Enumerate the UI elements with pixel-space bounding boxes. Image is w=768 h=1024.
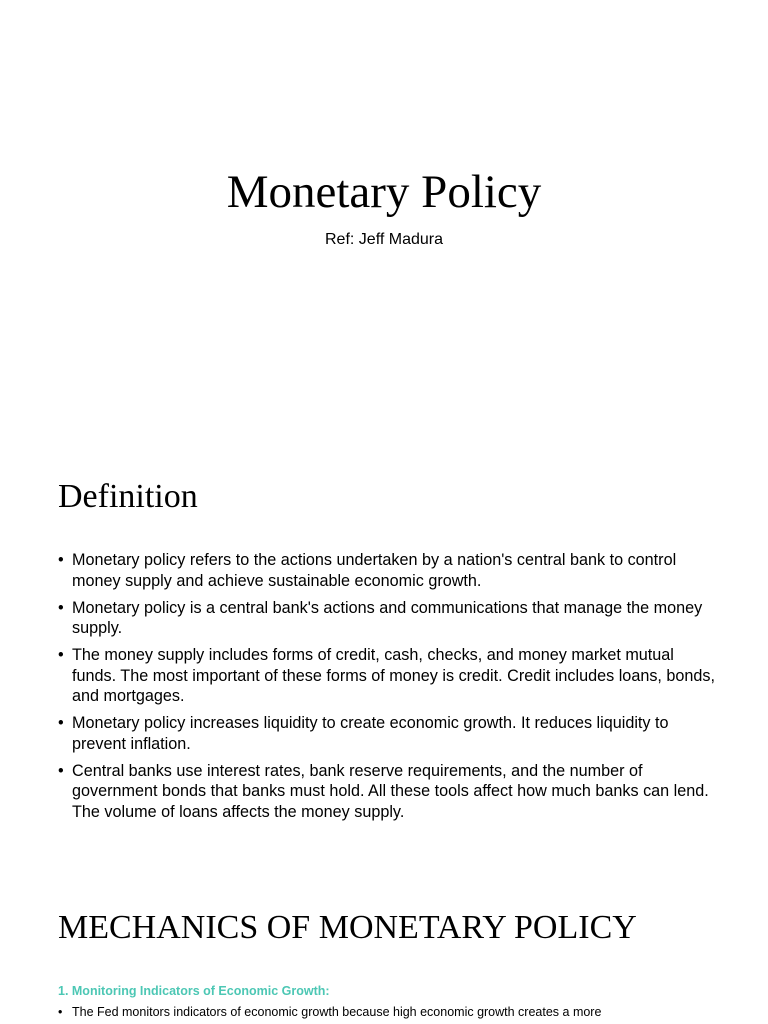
bullet-text: Central banks use interest rates, bank reserve requirements, and the number of government bonds that banks must hold. All these tools affect how much banks can lend. The volume of loans affects the money supply. [72,761,709,821]
bullet-icon: • [58,714,64,732]
slide-title: Monetary Policy [226,166,542,218]
mechanics-bullet-list [58,1004,718,1020]
bullet-item [58,645,718,707]
bullet-icon: • [58,551,64,569]
bullet-item [58,761,718,823]
bullet-item [58,713,718,754]
definition-heading: Definition [58,478,198,515]
bullet-icon: • [58,646,64,664]
slide-subtitle: Ref: Jeff Madura [325,231,443,248]
bullet-text: Monetary policy increases liquidity to create economic growth. It reduces liquidity to prevent inflation. [72,714,669,753]
bullet-text: Monetary policy is a central bank's actions and communications that manage the money supply. [72,598,703,637]
bullet-text: The Fed monitors indicators of economic growth because high economic growth creates a more [72,1005,602,1019]
definition-slide [0,432,768,864]
title-slide [0,0,768,432]
mechanics-heading: MECHANICS OF MONETARY POLICY [58,909,637,946]
bullet-icon: • [58,761,64,780]
bullet-text: The money supply includes forms of credit, cash, checks, and money market mutual funds. The most important of these forms of money is credit. Credit includes loans, bonds, and mortgages. [72,646,716,705]
bullet-item [58,550,718,591]
bullet-icon: • [58,598,64,617]
section-subheading: 1. Monitoring Indicators of Economic Growth: [58,984,330,998]
mechanics-slide [0,864,768,1024]
bullet-icon: • [58,1005,63,1019]
bullet-item [58,1004,718,1020]
bullet-text: Monetary policy refers to the actions undertaken by a nation's central bank to control money supply and achieve sustainable economic growth. [72,551,677,590]
bullet-item [58,598,718,639]
definition-bullet-list [58,550,718,829]
